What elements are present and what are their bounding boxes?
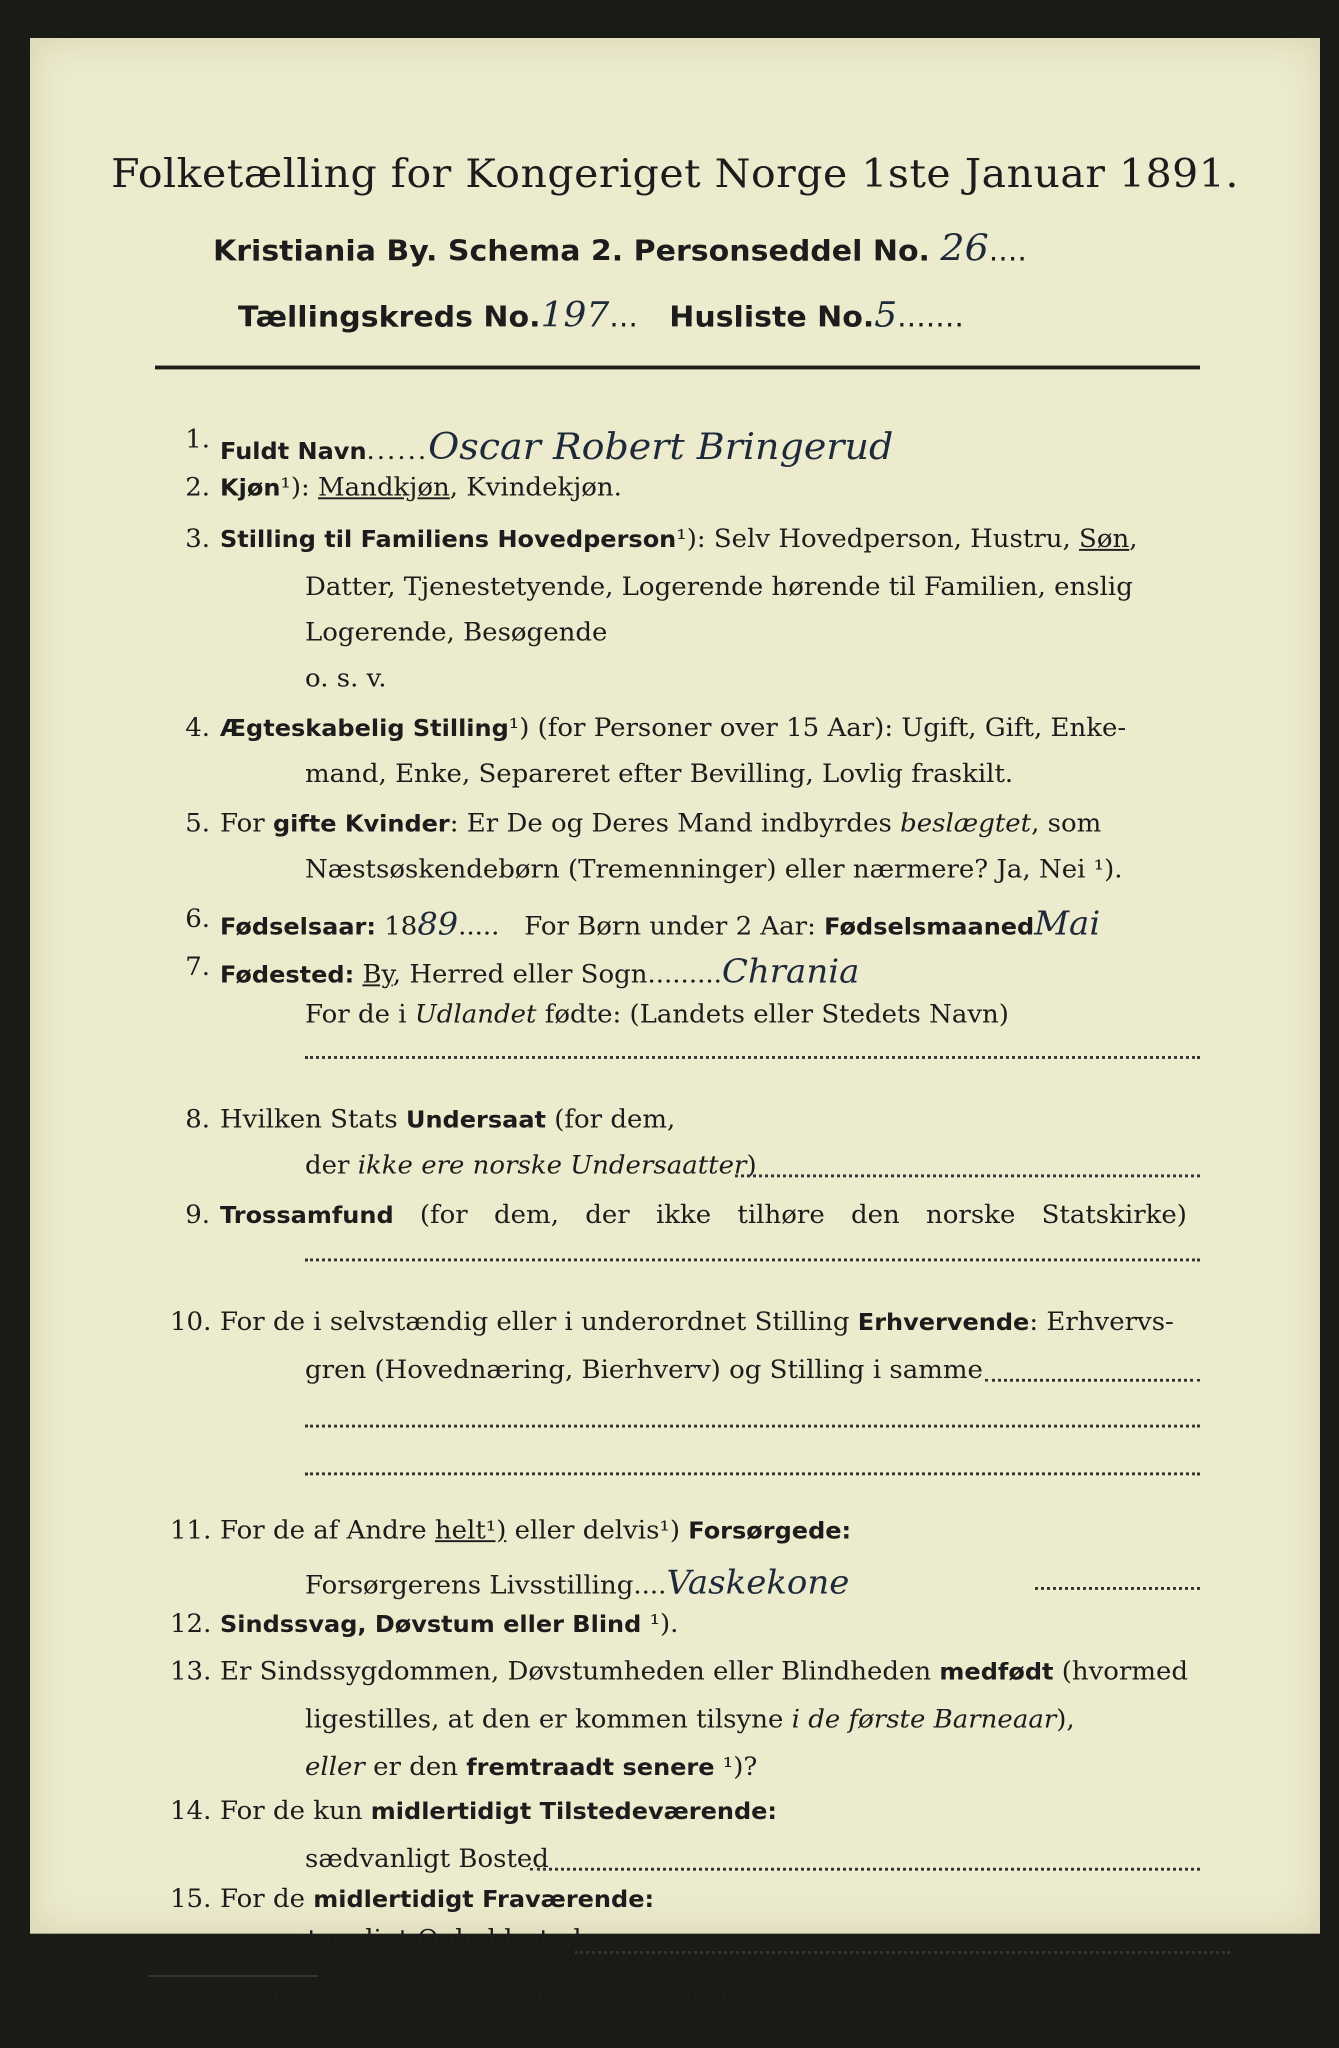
supporter-occupation-value: Vaskekone bbox=[666, 1564, 850, 1603]
item-number: 15. bbox=[170, 1884, 212, 1914]
item-number: 14. bbox=[170, 1797, 212, 1826]
birthplace-label: Fødested: bbox=[220, 961, 355, 989]
tellingskreds-number: 197 bbox=[540, 295, 610, 336]
usual-residence-label: sædvanligt Bosted bbox=[305, 1844, 549, 1874]
sex-label: Kjøn bbox=[220, 474, 281, 502]
item-married-women: For gifte Kvinder: Er De og Deres Mand indbyrdes beslægtet, som bbox=[220, 809, 1102, 839]
header-rule bbox=[155, 366, 1200, 370]
position-line-3: Logerende, Besøgende bbox=[305, 618, 608, 648]
occupation-blank-line-2 bbox=[305, 1425, 1200, 1428]
item-number: 7. bbox=[185, 952, 210, 982]
citizenship-label: Undersaat bbox=[405, 1106, 546, 1134]
citizenship-blank bbox=[735, 1174, 1200, 1177]
item-full-name: Fuldt Navn......Oscar Robert Bringerud bbox=[220, 425, 894, 468]
birthplace-selected: By bbox=[362, 960, 393, 990]
position-line-2: Datter, Tjenestetyende, Logerende hørende til Familien, enslig bbox=[305, 572, 1133, 602]
city-schema-label: Kristiania By. Schema 2. Personseddel No. 26.... bbox=[213, 227, 1027, 270]
birthplace-blank-line bbox=[305, 1056, 1200, 1059]
religion-blank-line bbox=[305, 1258, 1200, 1261]
form-title: Folketælling for Kongeriget Norge 1ste Januar 1891. bbox=[111, 150, 1239, 197]
full-name-value: Oscar Robert Bringerud bbox=[428, 425, 894, 468]
occupation-line-2: gren (Hovednæring, Bierhverv) og Stilling i samme bbox=[305, 1355, 983, 1385]
position-selected: Søn bbox=[1079, 525, 1130, 554]
temporary-absent-label: midlertidigt Fraværende: bbox=[313, 1885, 655, 1913]
birth-month-value: Mai bbox=[1034, 905, 1101, 944]
birthplace-value: Chrania bbox=[721, 952, 860, 992]
item-supported: For de af Andre helt¹) eller delvis¹) Forsørgede: bbox=[220, 1516, 852, 1545]
item-marital: Ægteskabelig Stilling¹) (for Personer over 15 Aar): Ugift, Gift, Enke- bbox=[220, 714, 1127, 743]
husliste-label: Husliste No. bbox=[669, 300, 875, 335]
birth-month-label: Fødselsmaaned bbox=[824, 913, 1035, 941]
item-number: 3. bbox=[185, 525, 210, 554]
supported-selected: helt¹) bbox=[434, 1516, 507, 1545]
footnote-rule bbox=[148, 1975, 318, 1977]
item-religion: Trossamfund (for dem, der ikke tilhøre den norske Statskirke) bbox=[220, 1201, 1187, 1230]
footer-block bbox=[60, 1925, 1290, 2020]
birthplace-abroad: For de i Udlandet fødte: (Landets eller Stedets Navn) bbox=[305, 1000, 1009, 1030]
item-number: 11. bbox=[170, 1516, 212, 1545]
item-temporary-absent: For de midlertidigt Fraværende: bbox=[220, 1884, 655, 1914]
item-number: 4. bbox=[185, 714, 210, 743]
congenital-line-2: ligestilles, at den er kommen tilsyne i de første Barneaar), bbox=[305, 1705, 1075, 1735]
married-women-line-2: Næstsøskendebørn (Tremenninger) eller nærmere? Ja, Nei ¹). bbox=[305, 855, 1123, 885]
city-schema-text: Kristiania By. Schema 2. bbox=[213, 234, 624, 269]
district-row: Tællingskreds No.197... Husliste No.5....... bbox=[238, 295, 964, 336]
husliste-number: 5 bbox=[874, 295, 898, 336]
item-birth-year: Fødselsaar: 1889..... For Børn under 2 Aar: FødselsmaanedMai bbox=[220, 905, 1101, 944]
congenital-label: medfødt bbox=[939, 1658, 1054, 1686]
item-number: 5. bbox=[185, 809, 210, 839]
supported-label: Forsørgede: bbox=[688, 1517, 852, 1545]
census-form bbox=[30, 38, 1320, 1934]
item-birthplace: Fødested: By, Herred eller Sogn.........Chrania bbox=[220, 952, 860, 992]
sex-selected: Mandkjøn bbox=[318, 473, 450, 503]
item-sex: Kjøn¹): Mandkjøn, Kvindekjøn. bbox=[220, 473, 622, 503]
usual-residence-blank bbox=[530, 1868, 1200, 1871]
supporter-blank bbox=[1035, 1587, 1200, 1590]
item-number: 8. bbox=[185, 1105, 210, 1135]
foreign-residence-blank bbox=[575, 1951, 1230, 1954]
item-congenital: Er Sindssygdommen, Døvstumheden eller Blindheden medfødt (hvormed bbox=[220, 1657, 1189, 1687]
item-number: 9. bbox=[185, 1201, 210, 1230]
sex-other-option: , Kvindekjøn. bbox=[449, 473, 622, 503]
item-number: 10. bbox=[170, 1308, 212, 1337]
item-occupation: For de i selvstændig eller i underordnet Stilling Erhvervende: Erhvervs- bbox=[220, 1308, 1174, 1337]
position-line-4: o. s. v. bbox=[305, 664, 387, 694]
citizenship-line-2: der ikke ere norske Undersaatter) bbox=[305, 1151, 757, 1181]
religion-label: Trossamfund bbox=[220, 1202, 394, 1229]
marital-label: Ægteskabelig Stilling bbox=[220, 715, 509, 742]
item-temporary-present: For de kun midlertidigt Tilstedeværende: bbox=[220, 1797, 778, 1826]
supporter-occupation: Forsørgerens Livsstilling....Vaskekone bbox=[305, 1564, 850, 1603]
disability-label: Sindssvag, Døvstum eller Blind bbox=[220, 1610, 642, 1638]
birth-year-value: 89 bbox=[417, 906, 459, 943]
item-citizenship: Hvilken Stats Undersaat (for dem, bbox=[220, 1105, 676, 1135]
full-name-label: Fuldt Navn bbox=[220, 438, 367, 465]
item-number: 13. bbox=[170, 1657, 212, 1687]
position-label: Stilling til Familiens Hovedperson bbox=[220, 526, 677, 553]
item-number: 12. bbox=[170, 1609, 212, 1639]
tellingskreds-label: Tællingskreds No. bbox=[238, 300, 541, 335]
item-number: 1. bbox=[185, 425, 210, 455]
item-number: 6. bbox=[185, 905, 210, 934]
temporary-present-label: midlertidigt Tilstedeværende: bbox=[370, 1798, 778, 1825]
item-position: Stilling til Familiens Hovedperson¹): Selv Hovedperson, Hustru, Søn, bbox=[220, 525, 1138, 554]
birth-year-label: Fødselsaar: bbox=[220, 913, 376, 941]
occupation-label: Erhvervende bbox=[857, 1309, 1030, 1336]
foreign-residence-label: antageligt Opholdssted bbox=[275, 1925, 582, 1955]
personseddel-label: Personseddel No. bbox=[633, 234, 930, 269]
personseddel-number: 26 bbox=[940, 227, 989, 270]
married-women-label: gifte Kvinder bbox=[272, 810, 450, 838]
item-disability: Sindssvag, Døvstum eller Blind ¹). bbox=[220, 1609, 679, 1639]
item-number: 2. bbox=[185, 473, 210, 503]
marital-line-2: mand, Enke, Separeret efter Bevilling, Lovlig fraskilt. bbox=[305, 759, 1014, 789]
footnote: ¹) De for hvert Tilfælde passende Ord understreges. bbox=[230, 1983, 967, 2011]
occupation-blank-line-3 bbox=[305, 1472, 1200, 1475]
congenital-line-3: eller er den fremtraadt senere ¹)? bbox=[305, 1753, 758, 1782]
occupation-blank bbox=[985, 1379, 1200, 1382]
